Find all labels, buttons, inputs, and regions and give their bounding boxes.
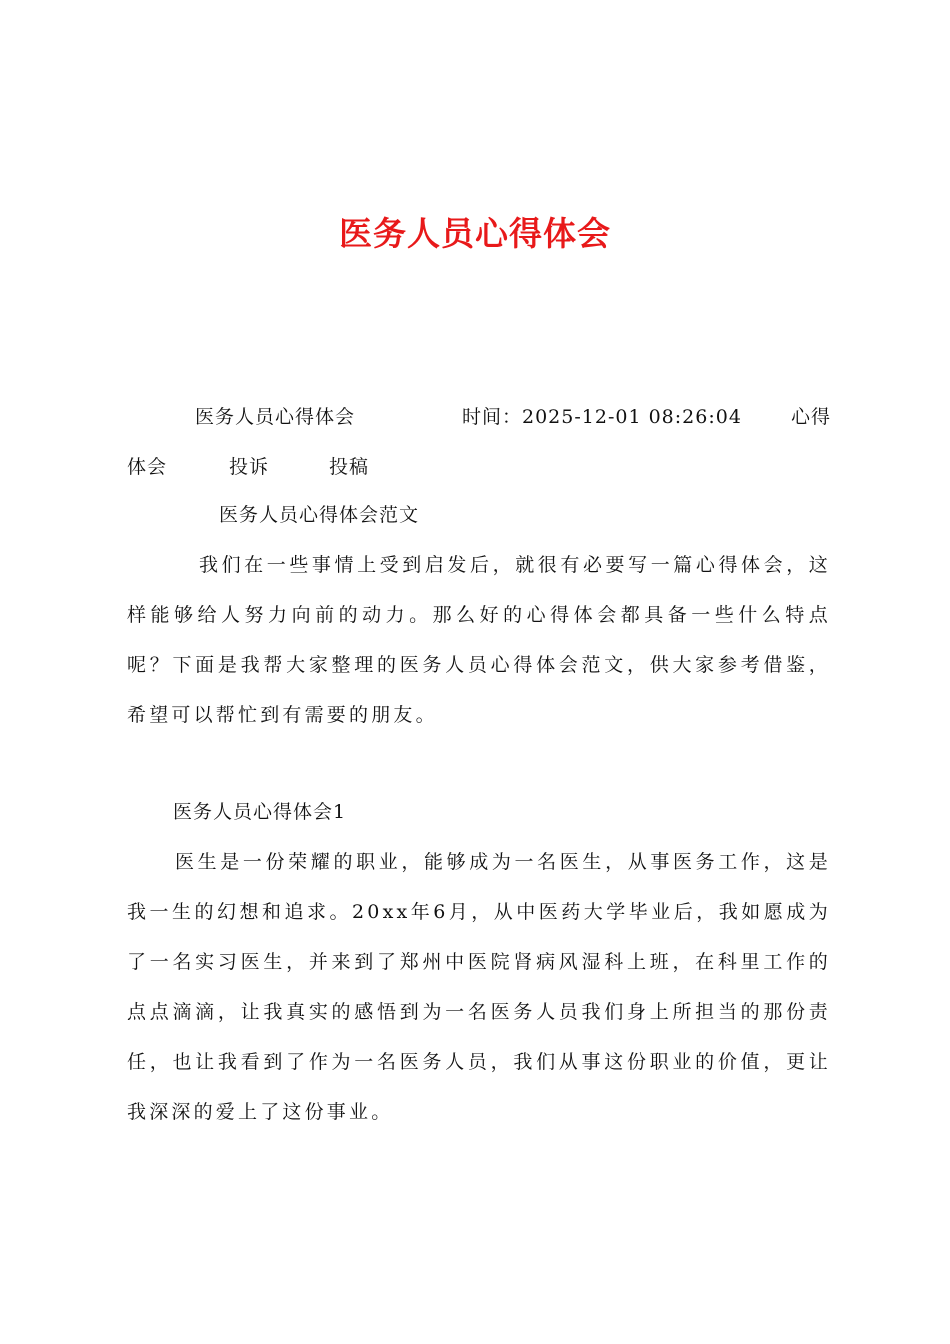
meta-category-link[interactable]: 心得 xyxy=(790,406,831,428)
section-1-paragraph: 医生是一份荣耀的职业，能够成为一名医生，从事医务工作，这是我一生的幻想和追求。20xx年6月，从中医药大学毕业后，我如愿成为了一名实习医生，并来到了郑州中医院肾病风湿科上班，在科里工作的点点滴滴，让我真实的感悟到为一名医务人员我们身上所担当的那份责任，也让我看到了作为一名医务人员，我们从事这份职业的价值，更让我深深的爱上了这份事业。 xyxy=(127,851,831,1123)
document-title: 医务人员心得体会 xyxy=(339,214,611,253)
submit-link[interactable]: 投稿 xyxy=(329,456,370,478)
meta-article-title: 医务人员心得体会 xyxy=(195,406,356,428)
section-heading-1: 医务人员心得体会1 xyxy=(173,801,347,823)
meta-row-2 xyxy=(127,442,831,492)
intro-paragraph: 我们在一些事情上受到启发后，就很有必要写一篇心得体会，这样能够给人努力向前的动力。那么好的心得体会都具备一些什么特点呢？下面是我帮大家整理的医务人员心得体会范文，供大家参考借鉴，希望可以帮忙到有需要的朋友。 xyxy=(127,554,831,726)
complain-link[interactable]: 投诉 xyxy=(229,456,270,478)
article-meta xyxy=(127,392,831,492)
document-subtitle: 医务人员心得体会范文 xyxy=(219,504,420,526)
meta-category-link-continued[interactable]: 体会 xyxy=(127,456,168,478)
meta-timestamp: 时间：2025-12-01 08:26:04 xyxy=(462,406,742,428)
meta-row-1 xyxy=(127,392,831,442)
